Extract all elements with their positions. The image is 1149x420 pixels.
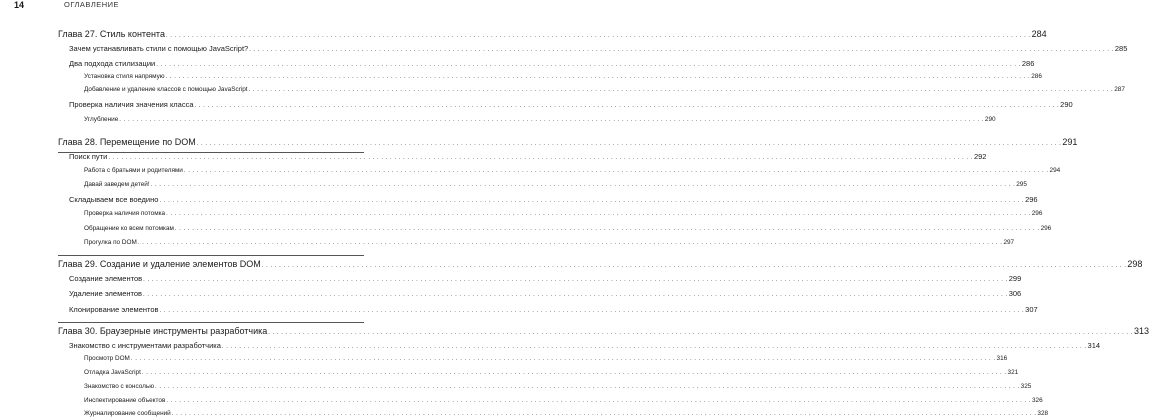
chapter-entry — [58, 137, 1078, 147]
entry-title: Складываем все воедино — [69, 195, 159, 204]
entry-page-number: 328 — [1037, 410, 1049, 417]
chapter-entry — [58, 326, 1149, 336]
entry-page-number: 294 — [1049, 167, 1061, 174]
dot-leader: . . . . . . . . . . . . . . . . . . . . . . . . . . . . . . . . . . . . . . . . . . . . . . . . . . . . . . . . . . . . . . . . . . . . . . . . . . . . . . . . . . . . . . . . . . . . . . . . . . . . . . . . . . . . . . . . . . . . . . . . . . . . . . . . . . . . . . . . . . . . . . . . . . . . . . . . . . . . . . . . . . . . . . . . . . . . . . . . . . . . . . . . . . . . . . . . . . . . . . . . — [165, 33, 1031, 39]
dot-leader: . . . . . . . . . . . . . . . . . . . . . . . . . . . . . . . . . . . . . . . . . . . . . . . . . . . . . . . . . . . . . . . . . . . . . . . . . . . . . . . . . . . . . . . . . . . . . . . . . . . . . . . . . . . . . . . . . . . . . . . . . . . . . . . . . . . . . . . . . . . . . . . . . . . . . . . . . . . . . . . . . . . . . . . . . . . . . . . . . . . . . . . . . . . . . . . . . . . . . . . . — [249, 47, 1114, 53]
subsection-entry — [84, 369, 1019, 376]
dot-leader: . . . . . . . . . . . . . . . . . . . . . . . . . . . . . . . . . . . . . . . . . . . . . . . . . . . . . . . . . . . . . . . . . . . . . . . . . . . . . . . . . . . . . . . . . . . . . . . . . . . . . . . . . . . . . . . . . . . . . . . . . . . . . . . . . . . . . . . . . . . . . . . . . . . . . . . . . . . . . . . . . . . . . . . . . . . . . . . . . . . . . . . . . . . . . . . . . . . . . . . . — [159, 308, 1025, 314]
entry-page-number: 290 — [984, 116, 996, 123]
entry-title: Клонирование элементов — [69, 305, 159, 314]
entry-title: Проверка наличия потомка — [84, 210, 166, 217]
chapter-divider — [58, 255, 364, 256]
entry-page-number: 314 — [1087, 341, 1101, 350]
entry-page-number: 287 — [1114, 86, 1125, 93]
dot-leader: . . . . . . . . . . . . . . . . . . . . . . . . . . . . . . . . . . . . . . . . . . . . . . . . . . . . . . . . . . . . . . . . . . . . . . . . . . . . . . . . . . . . . . . . . . . . . . . . . . . . . . . . . . . . . . . . . . . . . . . . . . . . . . . . . . . . . . . . . . . . . . . . . . . . . . . . . . . . . . . . . . . . . . . . . . . . . . . . . . . . . . . . . . . . . . . . . . . . . . . . — [194, 103, 1060, 109]
entry-title: Установка стиля напрямую — [84, 73, 165, 80]
subsection-entry — [84, 167, 1061, 174]
section-entry — [69, 341, 1101, 350]
entry-title: Поиск пути — [69, 152, 108, 161]
entry-page-number: 292 — [973, 152, 987, 161]
entry-page-number: 326 — [1031, 397, 1043, 404]
entry-page-number: 291 — [1062, 137, 1078, 147]
entry-page-number: 290 — [1060, 100, 1073, 109]
dot-leader: . . . . . . . . . . . . . . . . . . . . . . . . . . . . . . . . . . . . . . . . . . . . . . . . . . . . . . . . . . . . . . . . . . . . . . . . . . . . . . . . . . . . . . . . . . . . . . . . . . . . . . . . . . . . . . . . . . . . . . . . . . . . . . . . . . . . . . . . . . . . . . . . . . . . . . . . . . . . . . . . . . . . . . . . . . . . . . . . . . . . . . . . . . . . . . . . . . . . . . . . — [141, 370, 1007, 376]
entry-title: Глава 29. Создание и удаление элементов DOM — [58, 259, 261, 269]
subsection-entry — [84, 239, 1015, 246]
subsection-entry — [84, 73, 1042, 80]
dot-leader: . . . . . . . . . . . . . . . . . . . . . . . . . . . . . . . . . . . . . . . . . . . . . . . . . . . . . . . . . . . . . . . . . . . . . . . . . . . . . . . . . . . . . . . . . . . . . . . . . . . . . . . . . . . . . . . . . . . . . . . . . . . . . . . . . . . . . . . . . . . . . . . . . . . . . . . . . . . . . . . . . . . . . . . . . . . . . . . . . . . . . . . . . . . . . . . . . . . . . . . . — [221, 344, 1087, 350]
section-entry — [69, 305, 1038, 314]
section-entry — [69, 289, 1022, 298]
entry-title: Отладка JavaScript — [84, 369, 141, 376]
entry-page-number: 321 — [1007, 369, 1019, 376]
entry-page-number: 284 — [1031, 29, 1047, 39]
dot-leader: . . . . . . . . . . . . . . . . . . . . . . . . . . . . . . . . . . . . . . . . . . . . . . . . . . . . . . . . . . . . . . . . . . . . . . . . . . . . . . . . . . . . . . . . . . . . . . . . . . . . . . . . . . . . . . . . . . . . . . . . . . . . . . . . . . . . . . . . . . . . . . . . . . . . . . . . . . . . . . . . . . . . . . . . . . . . . . . . . . . . . . . . . . . . . . . . . . . . . . . . — [108, 155, 973, 161]
dot-leader: . . . . . . . . . . . . . . . . . . . . . . . . . . . . . . . . . . . . . . . . . . . . . . . . . . . . . . . . . . . . . . . . . . . . . . . . . . . . . . . . . . . . . . . . . . . . . . . . . . . . . . . . . . . . . . . . . . . . . . . . . . . . . . . . . . . . . . . . . . . . . . . . . . . . . . . . . . . . . . . . . . . . . . . . . . . . . . . . . . . . . . . . . . . . . . . . . . . . . . . . — [174, 226, 1040, 232]
dot-leader: . . . . . . . . . . . . . . . . . . . . . . . . . . . . . . . . . . . . . . . . . . . . . . . . . . . . . . . . . . . . . . . . . . . . . . . . . . . . . . . . . . . . . . . . . . . . . . . . . . . . . . . . . . . . . . . . . . . . . . . . . . . . . . . . . . . . . . . . . . . . . . . . . . . . . . . . . . . . . . . . . . . . . . . . . . . . . . . . . . . . . . . . . . . . . . . . . . . . . . . . — [268, 330, 1133, 336]
subsection-entry — [84, 86, 1125, 93]
entry-title: Глава 28. Перемещение по DOM — [58, 137, 196, 147]
dot-leader: . . . . . . . . . . . . . . . . . . . . . . . . . . . . . . . . . . . . . . . . . . . . . . . . . . . . . . . . . . . . . . . . . . . . . . . . . . . . . . . . . . . . . . . . . . . . . . . . . . . . . . . . . . . . . . . . . . . . . . . . . . . . . . . . . . . . . . . . . . . . . . . . . . . . . . . . . . . . . . . . . . . . . . . . . . . . . . . . . . . . . . . . . . . . . . . . . . . . . . . . — [119, 117, 984, 123]
chapter-divider — [58, 322, 364, 323]
subsection-entry — [84, 355, 1008, 362]
entry-title: Прогулка по DOM — [84, 239, 137, 246]
dot-leader: . . . . . . . . . . . . . . . . . . . . . . . . . . . . . . . . . . . . . . . . . . . . . . . . . . . . . . . . . . . . . . . . . . . . . . . . . . . . . . . . . . . . . . . . . . . . . . . . . . . . . . . . . . . . . . . . . . . . . . . . . . . . . . . . . . . . . . . . . . . . . . . . . . . . . . . . . . . . . . . . . . . . . . . . . . . . . . . . . . . . . . . . . . . . . . . . . . . . . . . . — [261, 263, 1127, 269]
section-entry — [69, 195, 1038, 204]
dot-leader: . . . . . . . . . . . . . . . . . . . . . . . . . . . . . . . . . . . . . . . . . . . . . . . . . . . . . . . . . . . . . . . . . . . . . . . . . . . . . . . . . . . . . . . . . . . . . . . . . . . . . . . . . . . . . . . . . . . . . . . . . . . . . . . . . . . . . . . . . . . . . . . . . . . . . . . . . . . . . . . . . . . . . . . . . . . . . . . . . . . . . . . . . . . . . . . . . . . . . . . . — [150, 182, 1016, 188]
page-header — [0, 0, 420, 10]
dot-leader: . . . . . . . . . . . . . . . . . . . . . . . . . . . . . . . . . . . . . . . . . . . . . . . . . . . . . . . . . . . . . . . . . . . . . . . . . . . . . . . . . . . . . . . . . . . . . . . . . . . . . . . . . . . . . . . . . . . . . . . . . . . . . . . . . . . . . . . . . . . . . . . . . . . . . . . . . . . . . . . . . . . . . . . . . . . . . . . . . . . . . . . . . . . . . . . . . . . . . . . . — [137, 240, 1003, 246]
entry-page-number: 286 — [1031, 73, 1042, 80]
entry-title: Просмотр DOM — [84, 355, 130, 362]
entry-title: Журналирование сообщений — [84, 410, 171, 417]
entry-page-number: 306 — [1008, 289, 1022, 298]
subsection-entry — [84, 410, 1049, 417]
dot-leader: . . . . . . . . . . . . . . . . . . . . . . . . . . . . . . . . . . . . . . . . . . . . . . . . . . . . . . . . . . . . . . . . . . . . . . . . . . . . . . . . . . . . . . . . . . . . . . . . . . . . . . . . . . . . . . . . . . . . . . . . . . . . . . . . . . . . . . . . . . . . . . . . . . . . . . . . . . . . . . . . . . . . . . . . . . . . . . . . . . . . . . . . . . . . . . . . . . . . . . . . — [165, 74, 1031, 80]
entry-page-number: 307 — [1025, 305, 1038, 314]
entry-page-number: 285 — [1114, 44, 1128, 53]
section-entry — [69, 59, 1035, 68]
section-entry — [69, 274, 1022, 283]
entry-title: Обращение ко всем потомкам — [84, 225, 174, 232]
chapter-entry — [58, 259, 1143, 269]
subsection-entry — [84, 116, 996, 123]
entry-title: Удаление элементов — [69, 289, 143, 298]
entry-page-number: 286 — [1021, 59, 1035, 68]
entry-page-number: 299 — [1008, 274, 1022, 283]
dot-leader: . . . . . . . . . . . . . . . . . . . . . . . . . . . . . . . . . . . . . . . . . . . . . . . . . . . . . . . . . . . . . . . . . . . . . . . . . . . . . . . . . . . . . . . . . . . . . . . . . . . . . . . . . . . . . . . . . . . . . . . . . . . . . . . . . . . . . . . . . . . . . . . . . . . . . . . . . . . . . . . . . . . . . . . . . . . . . . . . . . . . . . . . . . . . . . . . . . . . . . . . — [248, 87, 1114, 93]
chapter-entry — [58, 29, 1047, 39]
entry-title: Инспектирование объектов — [84, 397, 166, 404]
dot-leader: . . . . . . . . . . . . . . . . . . . . . . . . . . . . . . . . . . . . . . . . . . . . . . . . . . . . . . . . . . . . . . . . . . . . . . . . . . . . . . . . . . . . . . . . . . . . . . . . . . . . . . . . . . . . . . . . . . . . . . . . . . . . . . . . . . . . . . . . . . . . . . . . . . . . . . . . . . . . . . . . . . . . . . . . . . . . . . . . . . . . . . . . . . . . . . . . . . . . . . . . — [171, 411, 1037, 417]
dot-leader: . . . . . . . . . . . . . . . . . . . . . . . . . . . . . . . . . . . . . . . . . . . . . . . . . . . . . . . . . . . . . . . . . . . . . . . . . . . . . . . . . . . . . . . . . . . . . . . . . . . . . . . . . . . . . . . . . . . . . . . . . . . . . . . . . . . . . . . . . . . . . . . . . . . . . . . . . . . . . . . . . . . . . . . . . . . . . . . . . . . . . . . . . . . . . . . . . . . . . . . . — [159, 198, 1025, 204]
entry-title: Углубление — [84, 116, 119, 123]
dot-leader: . . . . . . . . . . . . . . . . . . . . . . . . . . . . . . . . . . . . . . . . . . . . . . . . . . . . . . . . . . . . . . . . . . . . . . . . . . . . . . . . . . . . . . . . . . . . . . . . . . . . . . . . . . . . . . . . . . . . . . . . . . . . . . . . . . . . . . . . . . . . . . . . . . . . . . . . . . . . . . . . . . . . . . . . . . . . . . . . . . . . . . . . . . . . . . . . . . . . . . . . — [156, 62, 1021, 68]
entry-title: Работа с братьями и родителями — [84, 167, 183, 174]
dot-leader: . . . . . . . . . . . . . . . . . . . . . . . . . . . . . . . . . . . . . . . . . . . . . . . . . . . . . . . . . . . . . . . . . . . . . . . . . . . . . . . . . . . . . . . . . . . . . . . . . . . . . . . . . . . . . . . . . . . . . . . . . . . . . . . . . . . . . . . . . . . . . . . . . . . . . . . . . . . . . . . . . . . . . . . . . . . . . . . . . . . . . . . . . . . . . . . . . . . . . . . . — [183, 168, 1049, 174]
subsection-entry — [84, 225, 1052, 232]
dot-leader: . . . . . . . . . . . . . . . . . . . . . . . . . . . . . . . . . . . . . . . . . . . . . . . . . . . . . . . . . . . . . . . . . . . . . . . . . . . . . . . . . . . . . . . . . . . . . . . . . . . . . . . . . . . . . . . . . . . . . . . . . . . . . . . . . . . . . . . . . . . . . . . . . . . . . . . . . . . . . . . . . . . . . . . . . . . . . . . . . . . . . . . . . . . . . . . . . . . . . . . . — [166, 211, 1031, 217]
page-number: 14 — [14, 0, 25, 10]
entry-title: Знакомство с инструментами разработчика — [69, 341, 221, 350]
entry-page-number: 325 — [1020, 383, 1032, 390]
subsection-entry — [84, 397, 1043, 404]
dot-leader: . . . . . . . . . . . . . . . . . . . . . . . . . . . . . . . . . . . . . . . . . . . . . . . . . . . . . . . . . . . . . . . . . . . . . . . . . . . . . . . . . . . . . . . . . . . . . . . . . . . . . . . . . . . . . . . . . . . . . . . . . . . . . . . . . . . . . . . . . . . . . . . . . . . . . . . . . . . . . . . . . . . . . . . . . . . . . . . . . . . . . . . . . . . . . . . . . . . . . . . . — [130, 356, 996, 362]
entry-page-number: 295 — [1016, 181, 1027, 188]
chapter-divider — [58, 152, 364, 153]
entry-title: Проверка наличия значения класса — [69, 100, 194, 109]
entry-title: Добавление и удаление классов с помощью JavaScript — [84, 86, 248, 93]
entry-page-number: 296 — [1040, 225, 1052, 232]
entry-title: Зачем устанавливать стили с помощью JavaScript? — [69, 44, 249, 53]
entry-title: Давай заведем детей! — [84, 181, 150, 188]
entry-title: Два подхода стилизации — [69, 59, 156, 68]
subsection-entry — [84, 383, 1032, 390]
section-entry — [69, 100, 1073, 109]
subsection-entry — [84, 181, 1027, 188]
entry-page-number: 297 — [1003, 239, 1015, 246]
subsection-entry — [84, 210, 1043, 217]
dot-leader: . . . . . . . . . . . . . . . . . . . . . . . . . . . . . . . . . . . . . . . . . . . . . . . . . . . . . . . . . . . . . . . . . . . . . . . . . . . . . . . . . . . . . . . . . . . . . . . . . . . . . . . . . . . . . . . . . . . . . . . . . . . . . . . . . . . . . . . . . . . . . . . . . . . . . . . . . . . . . . . . . . . . . . . . . . . . . . . . . . . . . . . . . . . . . . . . . . . . . . . . — [143, 277, 1008, 283]
entry-title: Создание элементов — [69, 274, 143, 283]
entry-page-number: 298 — [1127, 259, 1143, 269]
entry-page-number: 313 — [1133, 326, 1149, 336]
entry-page-number: 296 — [1025, 195, 1038, 204]
entry-title: Глава 27. Стиль контента — [58, 29, 165, 39]
dot-leader: . . . . . . . . . . . . . . . . . . . . . . . . . . . . . . . . . . . . . . . . . . . . . . . . . . . . . . . . . . . . . . . . . . . . . . . . . . . . . . . . . . . . . . . . . . . . . . . . . . . . . . . . . . . . . . . . . . . . . . . . . . . . . . . . . . . . . . . . . . . . . . . . . . . . . . . . . . . . . . . . . . . . . . . . . . . . . . . . . . . . . . . . . . . . . . . . . . . . . . . . — [166, 398, 1031, 404]
entry-title: Знакомство с консолью — [84, 383, 154, 390]
dot-leader: . . . . . . . . . . . . . . . . . . . . . . . . . . . . . . . . . . . . . . . . . . . . . . . . . . . . . . . . . . . . . . . . . . . . . . . . . . . . . . . . . . . . . . . . . . . . . . . . . . . . . . . . . . . . . . . . . . . . . . . . . . . . . . . . . . . . . . . . . . . . . . . . . . . . . . . . . . . . . . . . . . . . . . . . . . . . . . . . . . . . . . . . . . . . . . . . . . . . . . . . — [143, 292, 1008, 298]
entry-page-number: 296 — [1031, 210, 1043, 217]
entry-title: Глава 30. Браузерные инструменты разработчика — [58, 326, 268, 336]
dot-leader: . . . . . . . . . . . . . . . . . . . . . . . . . . . . . . . . . . . . . . . . . . . . . . . . . . . . . . . . . . . . . . . . . . . . . . . . . . . . . . . . . . . . . . . . . . . . . . . . . . . . . . . . . . . . . . . . . . . . . . . . . . . . . . . . . . . . . . . . . . . . . . . . . . . . . . . . . . . . . . . . . . . . . . . . . . . . . . . . . . . . . . . . . . . . . . . . . . . . . . . . — [196, 141, 1062, 147]
dot-leader: . . . . . . . . . . . . . . . . . . . . . . . . . . . . . . . . . . . . . . . . . . . . . . . . . . . . . . . . . . . . . . . . . . . . . . . . . . . . . . . . . . . . . . . . . . . . . . . . . . . . . . . . . . . . . . . . . . . . . . . . . . . . . . . . . . . . . . . . . . . . . . . . . . . . . . . . . . . . . . . . . . . . . . . . . . . . . . . . . . . . . . . . . . . . . . . . . . . . . . . . — [155, 384, 1020, 390]
section-entry — [69, 152, 987, 161]
entry-page-number: 316 — [996, 355, 1008, 362]
section-entry — [69, 44, 1128, 53]
section-title: ОГЛАВЛЕНИЕ — [64, 0, 120, 9]
